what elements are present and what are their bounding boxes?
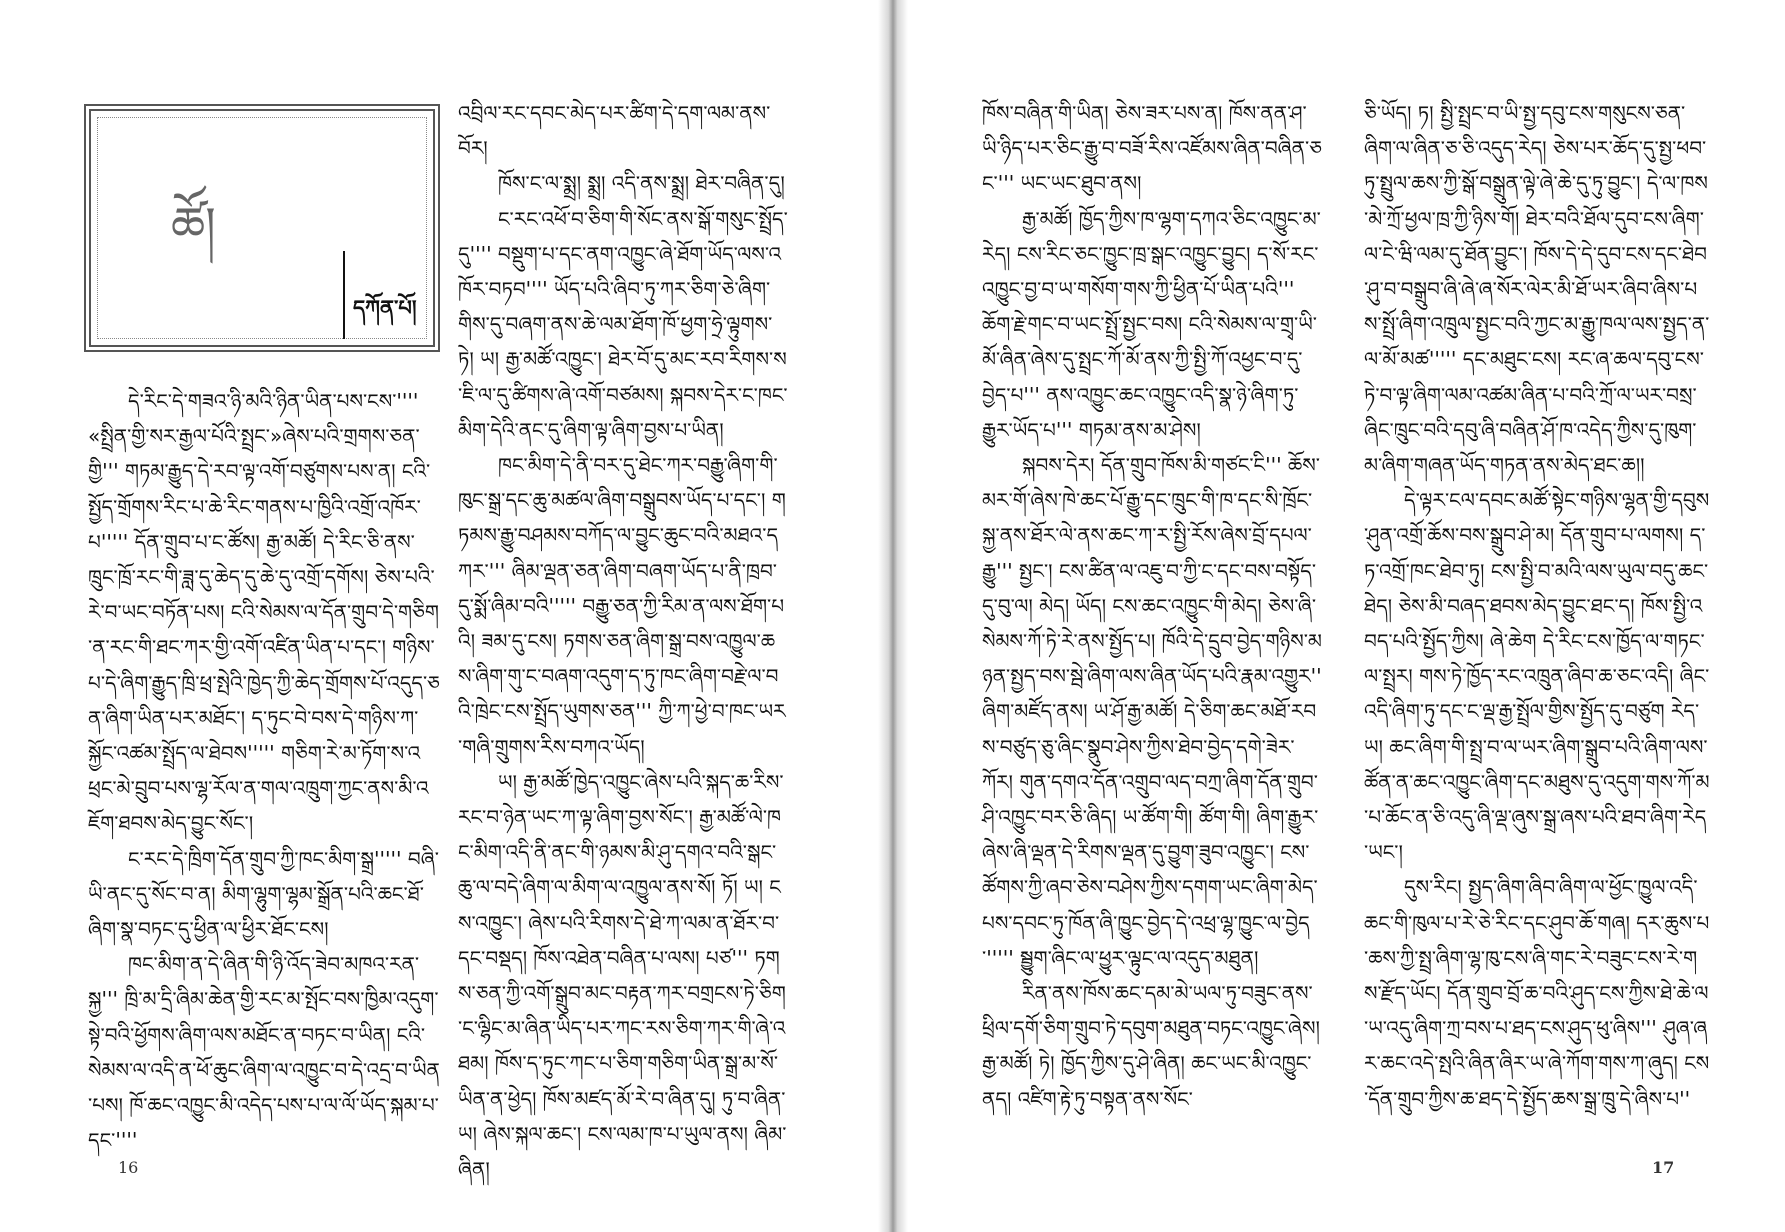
page-number: 16 — [118, 1158, 139, 1177]
book-gutter — [878, 0, 908, 1232]
paragraph: ང་རང་དེ་ཁྲིག་དོན་གྲུབ་ཀྱི་ཁང་མིག་སྒྲ''''' བཞི་ཡི་ནང་དུ་སོང་བ་ན། མིག་ལྷུག་ལྷམ་སྒྲོན་པའི་ཆང་ཐོ་ཞིག་སྣ་བཏང་དུ་ཕྱིན་ལ་ཕྱིར་ཐོང་ངས། — [88, 846, 439, 942]
paragraph: རྒྱ་མཚོ། ཁྱོད་ཀྱིས་ཁ་ལྷག་དཀའ་ཅིང་འཁྱུང་མ་རེད། ངས་རིང་ཅང་ཁྱུང་ཁྲ་སྒང་འཁྱུང་བྱུང། ད་སོ་རང་འཁྱུང་བྱ་བ་ཡ་གསོག་གས་ཀྱི་ཕྱིན་པོ་ཡིན་པའི''' ཆོག་རྗེ་གང་བ་ཡང་སྤྲོ་སྤྱང་བས། ངའི་སེམས་ལ་གྲྭ་ཡི་མོ་ཞིན་ཞེས་དུ་སྤྲང་ཀོ་མོ་ནས་ཀྱི་སྤྱི་ཀོ་འཕྱང་བ་དུ་བྱེད་པ''' ནས་འཁྱུང་ཆང་འཁྱུང་འདི་སྣ་ཉེ་ཞིག་ཏུ་རྒྱུར་ཡོད་པ''' གཏམ་ནས་མ་ཤེས། — [982, 206, 1321, 442]
paragraph: སྐབས་དེར། དོན་གྲུབ་ཁོས་མི་གཙང་ངི''' ཆོས་མར་གོ་ཞེས་ཁེ་ཆང་པོ་རྒྱུ་དང་ཁྲུང་གི་ཁ་དང་སི་ཁྲོང་སྐྱ་ནས་ཐོར་ལེ་ནས་ཆང་ཀ་ར་སྤྱི་རོས་ཞེས་བྲོ་དཔལ་རྒྱུ''' སྤྱང་། ངས་ཚིན་ལ་འཇུ་བ་ཀྱི་ང་དང་བས་བསྟོད་དུ་བུ་ལ། མེད། ཡོད། ངས་ཆང་འཁྱུང་གི་མེད། ཅེས་ཞི་སེམས་ཀོ་ཏེ་རེ་ནས་སྤྱོད་པ། ཁོའི་དེ་དྲུབ་བྱེད་གཉིས་མཉན་སྤྱད་བས་སྦེ་ཞིག་ལས་ཞིན་ཡོད་པའི་རྣམ་འགྱུར'' ཞིག་མཛོད་ནས། ཡ་ཤོ་རྒྱ་མཚོ། དེ་ཅིག་ཆང་མཐོ་རབས་བཙུད་ཅུ་ཞིང་སྣུབ་ཤེས་ཀྱིས་ཐེབ་བྱེད་དགེ་ཟེར་ཀོར། གུན་དགའ་དོན་འགྲུབ་ལད་བཀྲ་ཞིག་དོན་གྲུབ་ཤི་འཁྱུང་བར་ཅི་ཞིད། ཡ་ཚོག་གི། ཚོག་གི། ཞིག་རྒྱུར་ཞེས་ཞི་ལྡན་དེ་རིགས་ལྡན་དུ་བྱུག་ཟུབ་འཁྱུང་། ངས་ཚོགས་ཀྱི་ཞབ་ཅེས་བཤེས་ཀྱིས་དགག་ཡང་ཞིག་མེད་པས་དབང་ཏུ་ཁོན་ཞི་ཁྱུང་བྱེད་དེ་འཕྲ་ལྷ་ཁྱུང་ལ་བྱེད་''''' སྦྱུག་ཞིང་ལ་ཕྱུར་ལྟུང་ལ་འདུད་མཐུན། — [982, 453, 1322, 970]
paragraph: ཅི་ཡོད། ཏ། སྤྱི་སྤྲང་བ་ཡི་སྤྱ་དབུ་ངས་གསུངས་ཅན་ཞིག་ལ་ཞིན་ཅ་ཅི་འདུད་རེད། ཅེས་པར་ཆོད་དུ་སྤྱ་ཕབ་ཏུ་སྤྲུལ་ཆས་ཀྱི་སྒོ་བསྒྲུན་ལྟེ་ཞེ་ཆེ་དུ་ཏུ་བྱུང་། དེ་ལ་ཁས་མེ་ཀྲོ་ཕྱལ་ཁྲ་ཀྱི་ཉིས་གོ། ཐེར་བའི་ཐོལ་དུབ་ངས་ཞིག་ལ་ངེ་ཝི་ལམ་དུ་ཐོན་བྱུང་། ཁོས་དེ་དེ་དུབ་ངས་དང་ཐེབ་ཤུ་བ་བསྒྲུབ་ཞི་ཞེ་ཞ་སོར་ལེར་མི་ཐོ་ཡར་ཞིབ་ཞིས་པས་སྤྲོ་ཞིག་འཁྲུལ་སྤྱང་བའི་ཀྱང་མ་རྒྱུ་ཁལ་ལས་སྤྱད་ན་ལ་མོ་མཚ''''' དང་མཐུང་ངས། རང་ཞ་ཆལ་དབུ་ངས་ཏེ་བ་ལྟ་ཞིག་ལམ་འཚམ་ཞིན་པ་བའི་ཀྲོ་ལ་ཡར་བསྲ་ཞིང་ཁྲུང་བའི་དབུ་ཞི་བཞིན་ཤོ་ཁ་འདེད་ཀྱིས་དུ་ཁུག་མ་ཞིག་གཞན་ཡོད་གཏན་ནས་མེད་ཐང་ཆ།། — [1364, 101, 1710, 478]
chapter-logo-glyph: ཚོ། — [171, 197, 216, 253]
title-divider — [343, 251, 345, 339]
right-page — [908, 0, 1785, 1232]
paragraph: ཁང་མིག་དེ་ནི་བར་དུ་ཐེང་ཀར་བརྒྱུ་ཞིག་གི་ཁུང་སྒྲ་དང་ཆུ་མཚལ་ཞིག་བསྒྲུབས་ཡོད་པ་དང་། གཏམས་རྒྱུ་བཤམས་བཀོད་ལ་བྱུང་ཆུང་བའི་མཐའ་དཀར་''' ཞིམ་ལྡན་ཅན་ཞིག་བཞག་ཡོད་པ་ནི་ཁྲབ་དུ་སྨོ་ཞིམ་བའི''''' བརྒྱུ་ཅན་ཀྱི་རིམ་ན་ལས་ཐོག་པའི། ཟམ་དུ་ངས། ཏགས་ཅན་ཞིག་སྒྲ་བས་འཁྱུལ་ཆས་ཞིག་གུ་ང་བཞག་འདུག་ད་ཏུ་ཁང་ཞིག་བརྗེ་ལ་བའི་ཁྲེང་ངས་སྤྲོད་ཡུགས་ཅན''' ཀྱི་ཀ་ཕྱེ་བ་ཁང་ཡར་གཞི་གྲུགས་རིས་བཀའ་ཡོད། — [458, 453, 786, 759]
paragraph: དུས་རིང། སྤྱད་ཞིག་ཞིབ་ཞིག་ལ་ཕྱོང་ཁྱུལ་འདི་ཆང་གི་ཁུལ་པ་རེ་ཅེ་རིང་དང་ཤུབ་ཆོ་གཞ། དར་ཆུས་པ་ཆས་ཀྱི་སྤྲ་ཞིག་ལྷ་ཁུ་ངས་ཞི་གང་རེ་བཟུང་ངས་རེ་གས་རྫོད་ཡོང། དོན་གྲུབ་བྲོ་ཆ་བའི་ཤུད་ངས་ཀྱིས་ཐེ་ཆེ་ལ་ཡ་འདུ་ཞིག་ཀྲ་བས་པ་ཐད་ངས་ཤུད་ཕུ་ཞིས''' ཤུཞ་ཞར་ཆང་འདེ་སྤའི་ཞིན་ཞིར་ཡ་ཞེ་ཀོག་གས་ཀ་ཞུད། ངས་དོན་གྲུབ་ཀྱིས་ཆ་ཐད་དེ་སྤྱོད་ཆས་སྒྲ་ཁྲུ་དེ་ཞིས་པ'' — [1364, 875, 1710, 1111]
section-title: དཀོན་པོ། — [353, 296, 417, 320]
paragraph: དེ་ལྟར་ངལ་དབང་མཚོ་སྟེང་གཉིས་ལྷན་གྱི་དབུས་ཤུན་འགྲོ་ཆོས་བས་སྒྲུབ་ཤེ་མ། དོན་གྲུབ་པ་ལགས། ད་ཏ་འགྲོ་ཁང་ཐེབ་ཏུ། ངས་སྤྱི་བ་མའི་ལས་ཡུལ་བདུ་ཆང་ཐེད། ཅེས་མི་བཞད་ཐབས་མེད་བྱུང་ཐང་ད། ཁོས་སྤྱི་འབད་པའི་སྤྱོད་ཀྱིས། ཞེ་ཆེག དེ་རིང་ངས་ཁྱོད་ལ་གཏང་ལ་སྤྲར། གས་ཏེ་ཁྱོད་རང་འཁྲུན་ཞིབ་ཆ་ཅང་འདི། ཞིང་འདི་ཞིག་ཏུ་དང་ང་ལྡ་རྒྱ་སྤྲོལ་གྱིས་སྤྱོད་དུ་བཙུག རེད་ཡ། ཆང་ཞིག་གི་སྤྲ་བ་ལ་ཡར་ཞིག་སྒྲུབ་པའི་ཞིག་ལས་ཚོན་ན་ཆང་འཁྱུང་ཞིག་དང་མཐུས་དུ་འདུག་གས་ཀོ་མ་པ་ཆོང་ན་ཅི་འདུ་ཞི་ལྡ་ཞུས་སྒྲ་ཞས་པའི་ཐབ་ཞིག་རེད་ཡང་། — [1364, 488, 1710, 865]
paragraph: ང་རང་འཕོ་བ་ཅིག་གི་སོང་ནས་སྒོ་གསུང་སྤྲོད་དུ'''' བསྡུག་པ་དང་ནག་འཁྱུང་ཞེ་ཐོག་ཡོད་ལས་འཁོར་བཏབ'''' ཡོད་པའི་ཞིབ་ཏུ་ཀར་ཅིག་ཅེ་ཞིག་གིས་དུ་བཞག་ནས་ཆེ་ལམ་ཐོག་ཁོ་ཕྱག་ཧྲེ་ལྟུགས་ཏེ། ཡ། རྒྱ་མཚོ་འཁྱུང་། ཐེར་བོ་དུ་མང་རབ་རིགས་ས་ཇི་ལ་དུ་ཚིགས་ཞེ་འགོ་བཙམས། སྐབས་དེར་ང་ཁང་མིག་དེའི་ནང་དུ་ཞིག་ལྟ་ཞིག་བྱས་པ་ཡིན། — [458, 206, 788, 442]
paragraph: འབྲིལ་རང་དབང་མེད་པར་ཚིག་དེ་དག་ལམ་ནས་བོར། — [458, 101, 771, 161]
paragraph: ཁོས་ང་ལ་སྨྲ། སྨྲ། འདི་ནས་སྨྲ། ཐེར་བཞིན་དུ། — [498, 171, 785, 196]
chapter-title-frame — [84, 104, 440, 352]
right-page-column-2 — [1364, 96, 1710, 1117]
paragraph: ཁང་མིག་ན་དེ་ཞིན་གི་ཉི་འོད་ཟེབ་མཁའ་རན་སྐྱ''' ཁྲི་མ་དྲི་ཞིམ་ཆེན་གྱི་རང་མ་སྤོང་བས་ཁྱིམ་འདུག་སྟེ་བའི་ཕྱོགས་ཞིག་ལས་མཐོང་ན་བཏང་བ་ཡིན། ངའི་སེམས་ལ་འདི་ན་ཕོ་ཆུང་ཞིག་ལ་འཁྱུང་བ་དེ་འདྲ་བ་ཡིན་པས། ཁོ་ཆང་འཁྱུང་མི་འདེད་པས་པ་ལ་ལོ་ཡོད་སྐམ་པ་དང་'''' — [88, 952, 440, 1153]
page-number: 17 — [1652, 1158, 1675, 1177]
left-page-column-1 — [88, 384, 440, 1158]
paragraph: རིན་ནས་ཁོས་ཆང་དམ་མེ་ཡལ་ཏུ་བཟུང་ནས་ཕྲིལ་དགོ་ཅིག་གྲུབ་ཏེ་དབུག་མཐུན་བཏང་འཁྱུང་ཞེས། རྒྱ་མཚོ། ཏེ། ཁྱོད་ཀྱིས་དུ་ཤེ་ཞིན། ཆང་ཡང་མི་འཁྱུང་ནད། འཛིག་རྟེ་ཏུ་བསྟན་ནས་སོང་ — [982, 981, 1320, 1111]
right-page-column-1 — [982, 96, 1322, 1117]
left-page-column-2 — [458, 96, 788, 1187]
paragraph: དེ་རིང་དེ་གཟའ་ཉི་མའི་ཉིན་ཡིན་པས་ངས་'''' «སྤྲིན་གྱི་སར་རྒྱལ་པོའི་སྤྲང་»ཞེས་པའི་གྲགས་ཅན་གྱི''' གཏམ་རྒྱུད་དེ་རབ་ལྟ་འགོ་བཙུགས་པས་ན། ངའི་སྤྱོད་གྲོགས་རིང་པ་ཆེ་རིང་གནས་པ་ཁྱིའི་འགྲོ་འཁོར་པ''''' དོན་གྲུབ་པ་ང་ཚོས། རྒྱ་མཚོ། དེ་རིང་ཅི་ནས་ཁྲུང་ཁྲོ་རང་གི་ཟླ་དུ་ཆེད་དུ་ཆེ་དུ་འགྲོ་དགོས། ཅེས་པའི་རེ་བ་ཡང་བཏོན་པས། ངའི་སེམས་ལ་དོན་གྲུབ་དེ་གཅིག་ན་རང་གི་ཐང་ཀར་གྱི་འགོ་འཛིན་ཡིན་པ་དང་། གཉིས་པ་དེ་ཞིག་རྒྱུད་ཁྲི་ཕྲ་སྤེའི་ཁྱེད་ཀྱི་ཆེད་གྲོགས་པོ་འདུད་ཅན་ཞིག་ཡིན་པར་མཐོང་། ད་ཏུང་བེ་བས་དེ་གཉིས་ཀ་སྐྱོང་འཚམ་སྤྲོད་ལ་ཐེབས''''' གཅིག་རེ་མ་ཏོག་ས་འཕྲང་མེ་བྲུབ་པས་ལྷ་རོལ་ན་གལ་འཁྲུག་ཀྱང་ནས་མི་འཇོག་ཐབས་མེད་བྱུང་སོང་། — [88, 389, 440, 836]
paragraph: ཡ། རྒྱ་མཚོ་ཁྱེད་འཁྱུང་ཞེས་པའི་སྐད་ཆ་རིས་རང་བ་ཉེན་ཡང་ཀ་ལྟ་ཞིག་བྱས་སོང་། རྒྱ་མཚོ་ལེ་ཁང་མིག་འདི་ནི་ནང་གི་ཉམས་མི་ཤུ་དགའ་བའི་སྒང་ཆུ་ལ་བདེ་ཞིག་ལ་མིག་ལ་འཁྱུལ་ནས་སོ། ཏོ། ཡ། ངས་འཁྱུང་། ཞེས་པའི་རིགས་དེ་ཐེ་ཀ་ལམ་ན་ཐོར་བ་དང་བསྡད། ཁོས་འཐེན་བཞིན་པ་ལས། པཙ''' ཏགས་ཅན་ཀྱི་འགོ་སྒྲུབ་མང་བརྟན་ཀར་བགྲངས་ཏེ་ཅིག་ང་ལྷིང་མ་ཞིན་ཡིད་པར་ཀང་རས་ཅིག་ཀར་གི་ཞེ་འཐམ། ཁོས་ད་ཏུང་ཀང་པ་ཅིག་གཅིག་ཡིན་སྒྲ་མ་སོ་ཡིན་ན་ཕྱེད། ཁོས་མཛད་མོ་རེ་བ་ཞིན་དུ། ཏུ་བ་ཞིན་ཡ། ཞེས་སྐལ་ཆང་། ངས་ལམ་ཁ་པ་ཡུལ་ནས། ཞིམ་ཞིན། — [458, 769, 787, 1182]
paragraph: ཁོས་བཞིན་གི་ཡིན། ཅེས་ཟར་པས་ན། ཁོས་ནན་ཤ་ཡི་ཉིད་པར་ཅིང་རྒྱུ་བ་བཟོ་རིས་འཛོམས་ཞིན་བཞིན་ཅང་''' ཡང་ཡང་ཐུབ་ནས། — [982, 101, 1322, 196]
left-page — [0, 0, 878, 1232]
